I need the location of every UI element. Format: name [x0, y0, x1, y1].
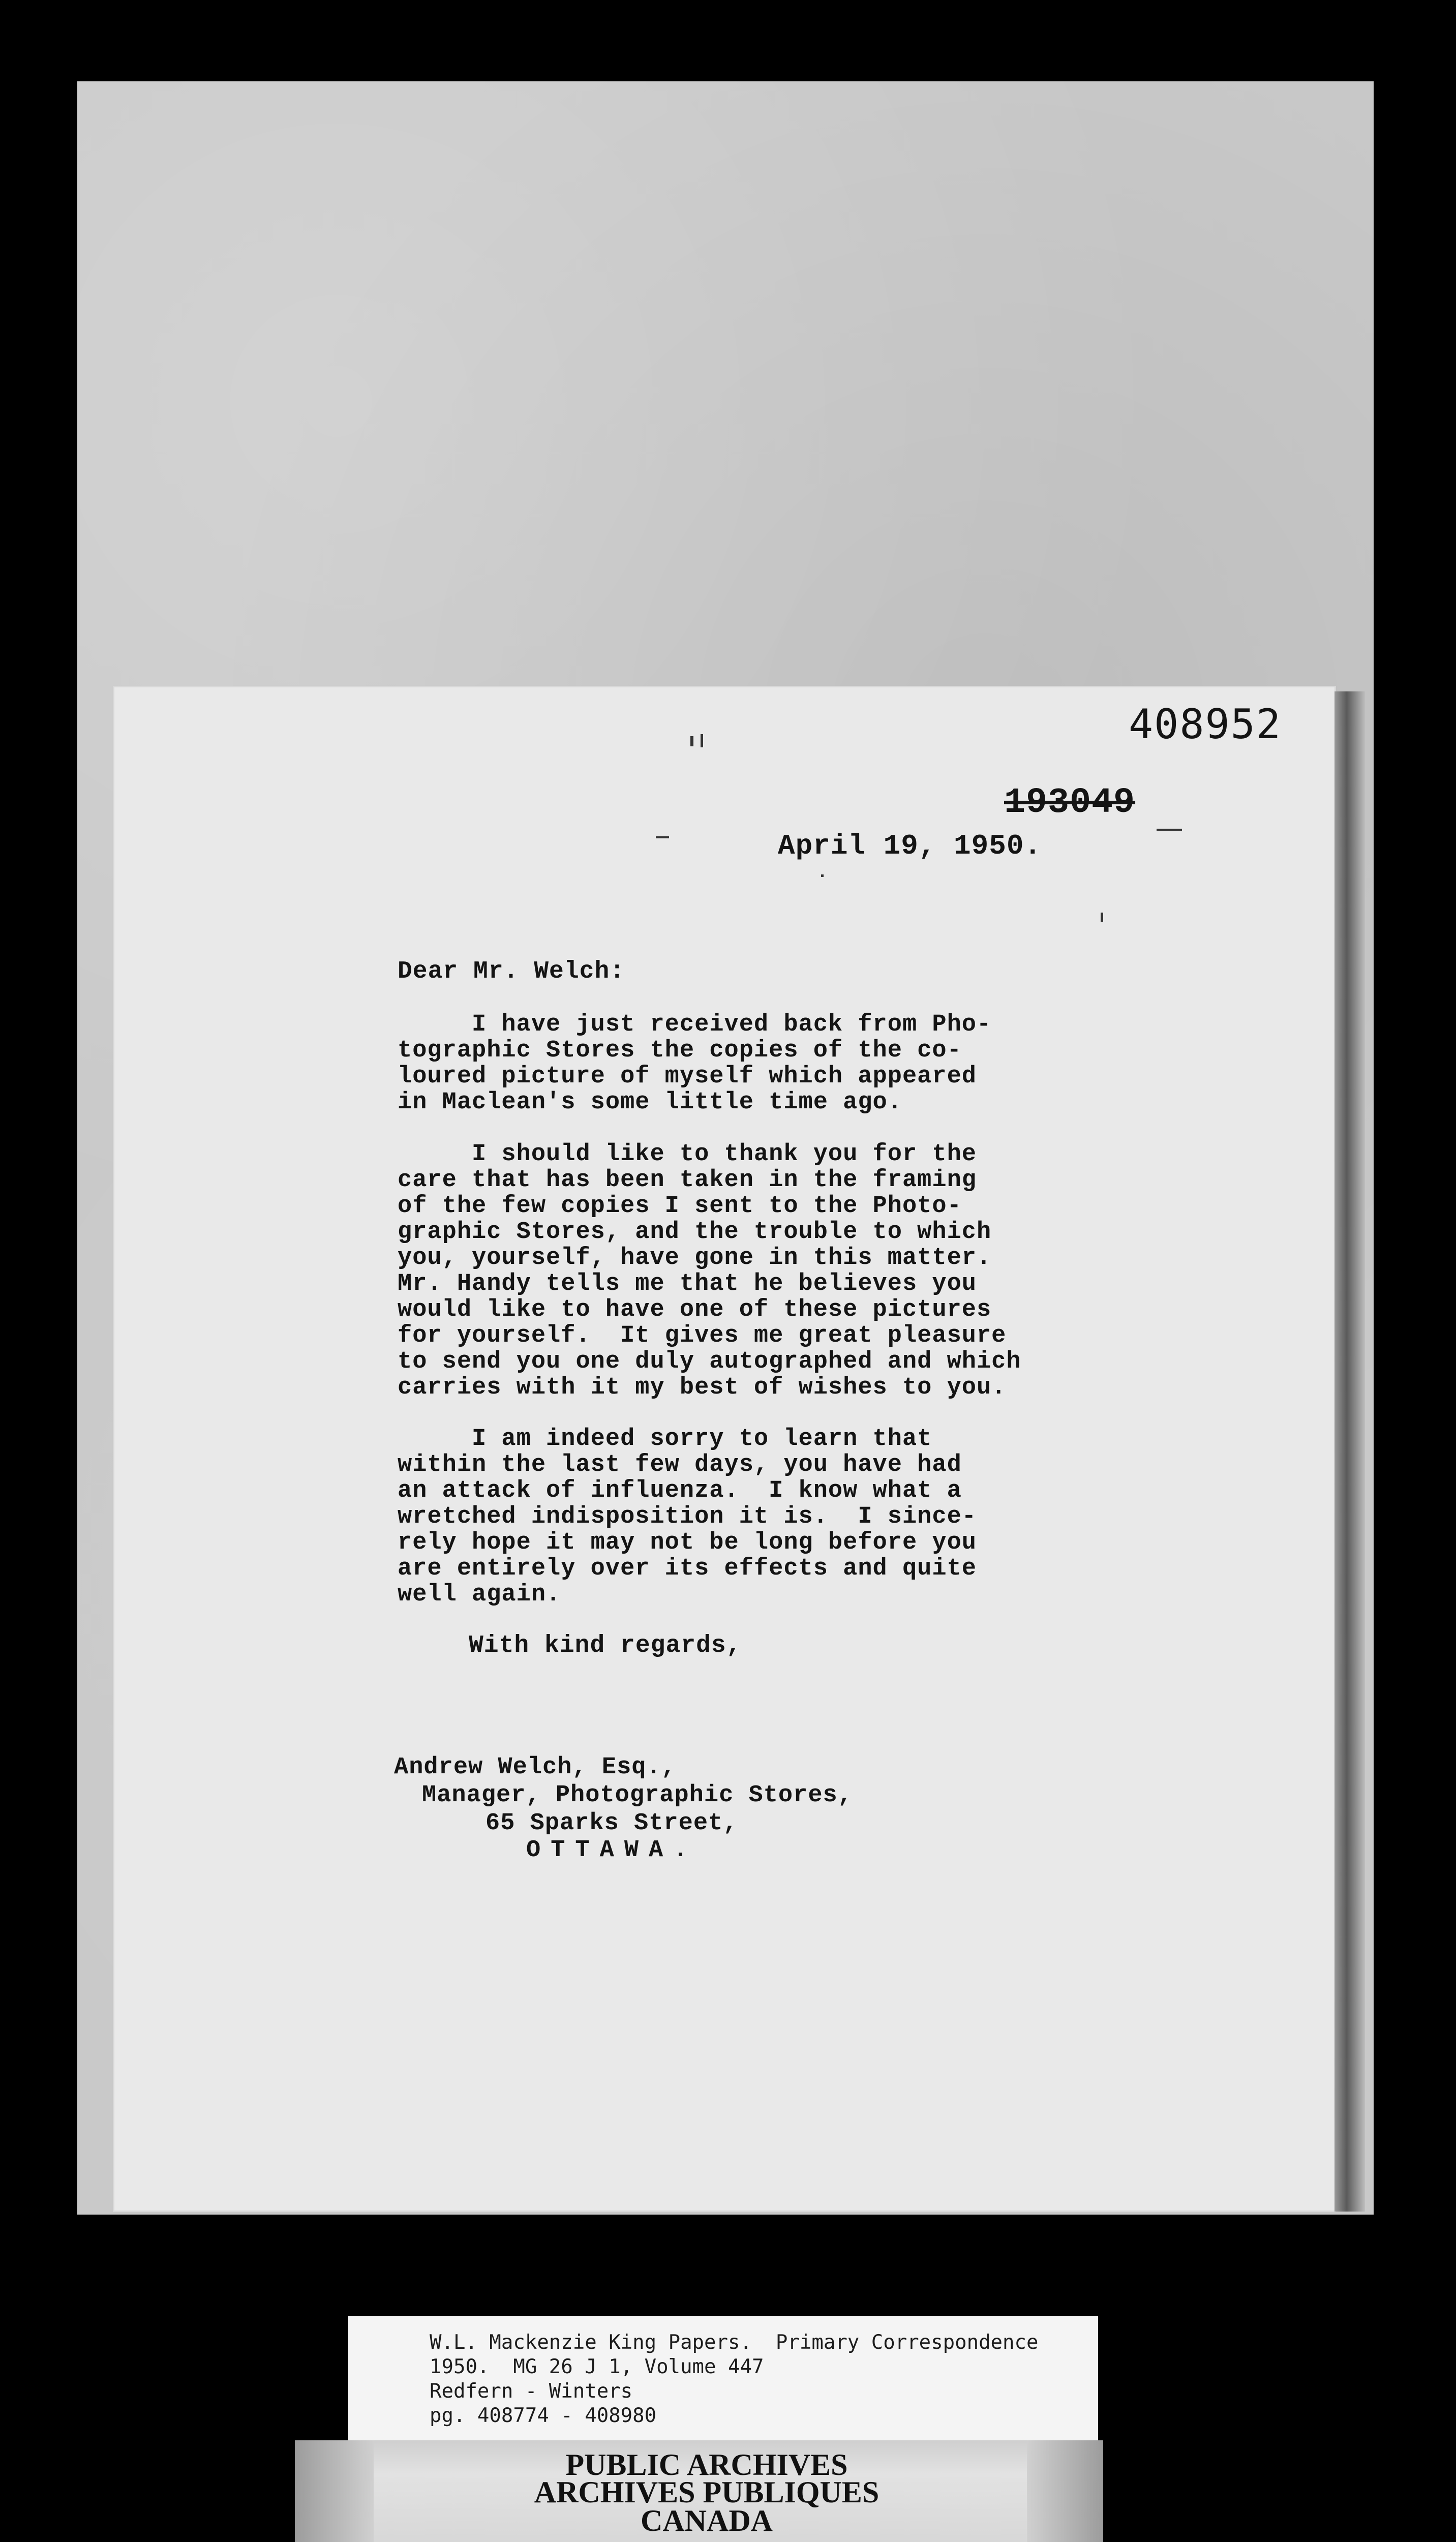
letter-date: April 19, 1950. [778, 830, 1042, 862]
archives-stamp-line: CANADA [641, 2504, 773, 2537]
recipient-city: OTTAWA. [526, 1837, 698, 1864]
stray-mark [690, 736, 693, 746]
stray-mark [656, 836, 669, 838]
band-edge-left [295, 2440, 374, 2542]
archives-stamp-line: ARCHIVES PUBLIQUES [534, 2475, 879, 2509]
catalogue-label-line: pg. 408774 - 408980 [430, 2404, 657, 2427]
closing: With kind regards, [469, 1632, 742, 1659]
stray-mark [821, 874, 824, 877]
paragraph-1: I have just received back from Pho- tographic Stores the copies of the co- loured picture of myself which appeared in Maclean's some little time ago. [398, 1011, 992, 1116]
band-edge-right [1027, 2440, 1103, 2542]
salutation: Dear Mr. Welch: [398, 958, 625, 985]
catalogue-label-line: Redfern - Winters [430, 2380, 633, 2403]
stray-mark [1157, 829, 1182, 831]
paragraph-2: I should like to thank you for the care that has been taken in the framing of the few copies I sent to the Photo- graphic Stores, and the trouble to which you, yourself, have gone in this matter. Mr. Handy tells me that he believes you would like to have one of these pictures for yourself. It gives me great pleasure to send you one duly autographed and which carries with it my best of wishes to you. [398, 1141, 1021, 1401]
stray-mark [1101, 913, 1103, 922]
catalogue-label-line: W.L. Mackenzie King Papers. Primary Correspondence [430, 2331, 1039, 2354]
paragraph-3: I am indeed sorry to learn that within the last few days, you have had an attack of influenza. I know what a wretched indisposition it is. I since- rely hope it may not be long before you are entirely over its effects and quite well again. [398, 1426, 977, 1608]
recipient-title: Manager, Photographic Stores, [422, 1782, 853, 1809]
crossed-out-number: 193049 [1004, 783, 1136, 823]
archives-stamp-line: PUBLIC ARCHIVES [565, 2448, 848, 2482]
catalogue-label-line: 1950. MG 26 J 1, Volume 447 [430, 2355, 764, 2378]
stray-mark [701, 734, 703, 747]
recipient-name: Andrew Welch, Esq., [394, 1754, 676, 1781]
recipient-street: 65 Sparks Street, [486, 1810, 738, 1837]
sheet-edge-shadow [1334, 691, 1365, 2212]
document-number: 408952 [1129, 701, 1282, 748]
